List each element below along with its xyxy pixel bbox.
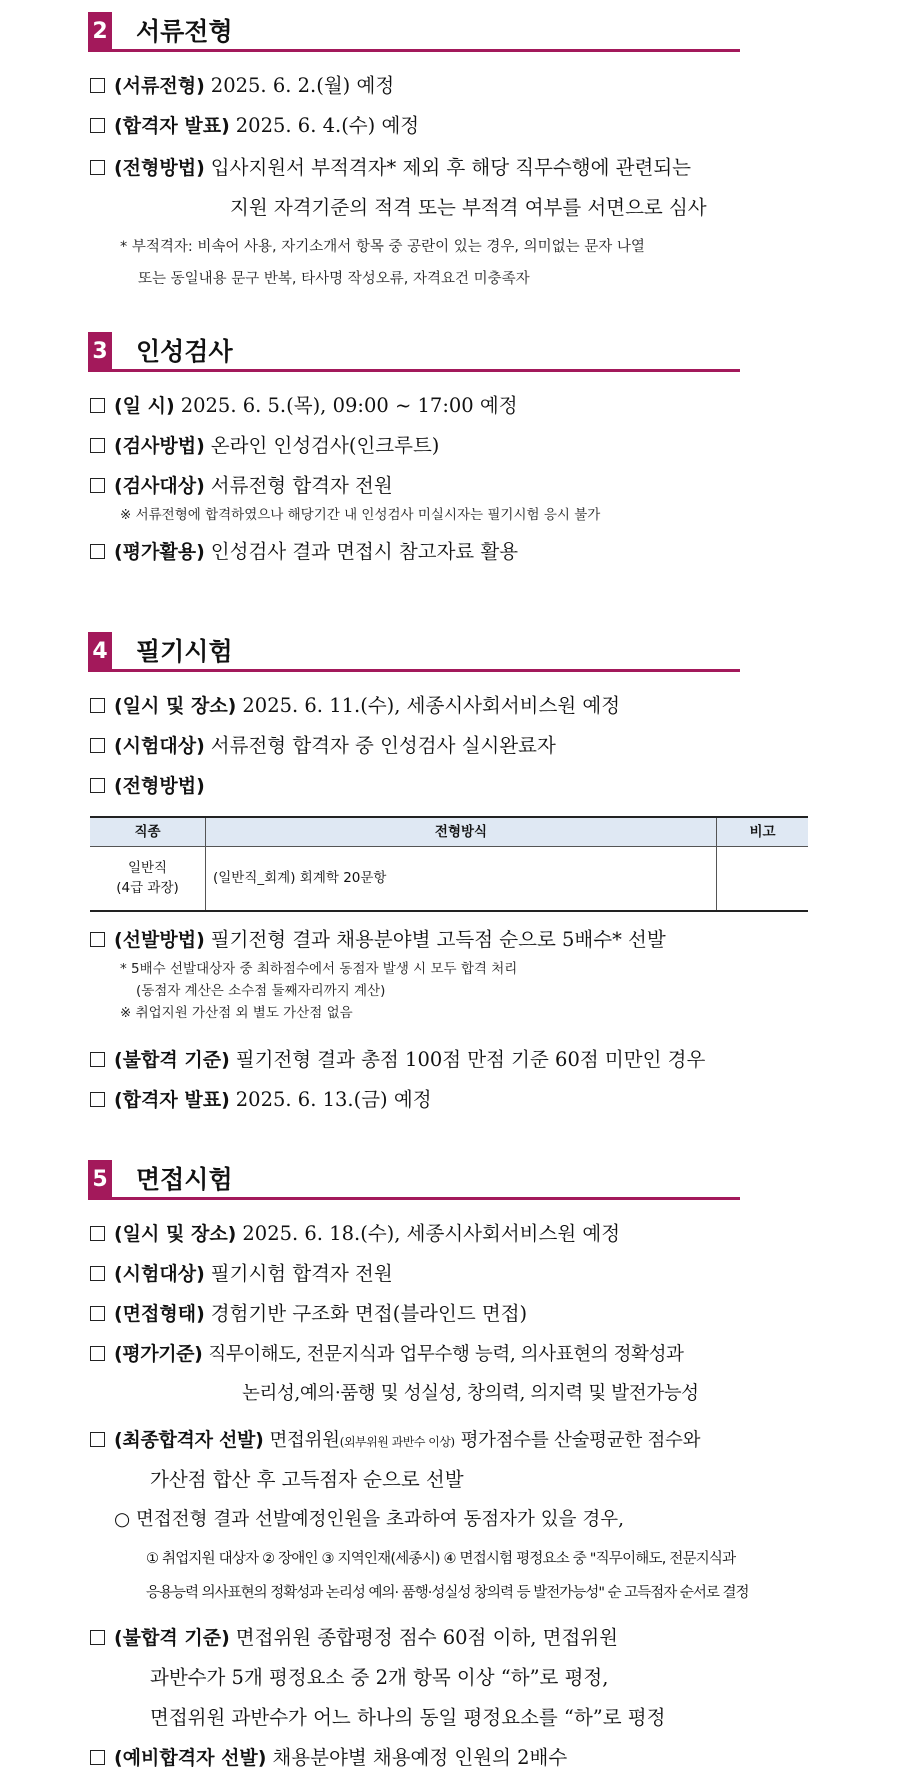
interview-fail-continuation: 과반수가 5개 평정요소 중 2개 항목 이상 “하”로 평정, bbox=[150, 1666, 609, 1689]
item-text: 면접위원 종합평정 점수 60점 이하, 면접위원 bbox=[235, 1626, 618, 1649]
doc-method-item bbox=[90, 154, 691, 182]
section-number: 3 bbox=[88, 332, 112, 372]
item-label: (합격자 발표) bbox=[114, 115, 230, 137]
final-selection-item bbox=[90, 1426, 700, 1456]
item-label: (평가기준) bbox=[114, 1343, 203, 1365]
checkbox-square-icon bbox=[90, 1092, 105, 1107]
item-text: 면접위원 bbox=[269, 1430, 340, 1451]
written-method-table bbox=[90, 816, 808, 912]
checkbox-square-icon bbox=[90, 1750, 105, 1765]
item-label: (불합격 기준) bbox=[114, 1627, 230, 1649]
item-text: 온라인 인성검사(인크루트) bbox=[210, 434, 440, 457]
interview-type-item bbox=[90, 1300, 527, 1328]
checkbox-square-icon bbox=[90, 778, 105, 793]
section-2-header bbox=[88, 12, 740, 52]
checkbox-square-icon bbox=[90, 1432, 105, 1447]
item-text: 필기전형 결과 총점 100점 만점 기준 60점 미만인 경우 bbox=[235, 1048, 706, 1071]
section-title: 면접시험 bbox=[136, 1165, 233, 1194]
item-label: (면접형태) bbox=[114, 1303, 205, 1325]
checkbox-square-icon bbox=[90, 698, 105, 713]
doc-screening-item bbox=[90, 72, 394, 100]
checkbox-square-icon bbox=[90, 932, 105, 947]
interview-criteria-continuation: 논리성,예의·품행 및 성실성, 창의력, 의지력 및 발전가능성 bbox=[242, 1383, 699, 1404]
item-label: (일시 및 장소) bbox=[114, 1223, 237, 1245]
written-fail-item bbox=[90, 1046, 705, 1074]
checkbox-square-icon bbox=[90, 438, 105, 453]
item-label: (전형방법) bbox=[114, 775, 205, 797]
interview-fail-continuation: 면접위원 과반수가 어느 하나의 동일 평정요소를 “하”로 평정 bbox=[150, 1706, 666, 1729]
footnote: * 5배수 선발대상자 중 최하점수에서 동점자 발생 시 모두 합격 처리 bbox=[120, 961, 518, 977]
checkbox-square-icon bbox=[90, 738, 105, 753]
doc-method-continuation: 지원 자격기준의 적격 또는 부적격 여부를 서면으로 심사 bbox=[230, 196, 707, 219]
section-title: 서류전형 bbox=[136, 17, 233, 46]
section-title: 필기시험 bbox=[136, 637, 233, 666]
test-method-item bbox=[90, 432, 439, 460]
final-selection-continuation: 가산점 합산 후 고득점자 순으로 선발 bbox=[150, 1468, 464, 1491]
table-cell-method: (일반직_회계) 회계학 20문항 bbox=[213, 870, 387, 886]
interview-datetime-item bbox=[90, 1220, 620, 1248]
checkbox-square-icon bbox=[90, 544, 105, 559]
item-label: (일시 및 장소) bbox=[114, 695, 237, 717]
section-4-header bbox=[88, 632, 740, 672]
section-divider bbox=[112, 1197, 740, 1200]
job-grade: (4급 과장) bbox=[116, 880, 179, 896]
written-datetime-item bbox=[90, 692, 620, 720]
test-usage-item bbox=[90, 538, 518, 566]
written-target-item bbox=[90, 732, 556, 760]
test-target-item bbox=[90, 472, 393, 500]
item-text: 필기전형 결과 채용분야별 고득점 순으로 5배수* 선발 bbox=[210, 928, 666, 951]
item-text: 2025. 6. 11.(수), 세종시사회서비스원 예정 bbox=[242, 694, 621, 717]
footnote: 또는 동일내용 문구 반복, 타사명 작성오류, 자격요건 미충족자 bbox=[138, 271, 530, 287]
item-label: (평가활용) bbox=[114, 541, 205, 563]
item-label: (선발방법) bbox=[114, 929, 205, 951]
item-text: 경험기반 구조화 면접(블라인드 면접) bbox=[210, 1302, 528, 1325]
tie-rule-detail: ① 취업지원 대상자 ② 장애인 ③ 지역인재(세종시) ④ 면접시험 평정요소 중 "직무이해도, 전문지식과 bbox=[146, 1551, 736, 1567]
item-text: 2025. 6. 18.(수), 세종시사회서비스원 예정 bbox=[242, 1222, 621, 1245]
item-text: 입사지원서 부적격자* 제외 후 해당 직무수행에 관련되는 bbox=[210, 156, 691, 179]
item-text: 평가점수를 산술평균한 점수와 bbox=[460, 1430, 701, 1451]
section-number: 5 bbox=[88, 1160, 112, 1200]
checkbox-square-icon bbox=[90, 1266, 105, 1281]
item-text: 서류전형 합격자 전원 bbox=[210, 474, 393, 497]
section-number: 2 bbox=[88, 12, 112, 52]
section-divider bbox=[112, 49, 740, 52]
section-divider bbox=[112, 669, 740, 672]
checkbox-square-icon bbox=[90, 478, 105, 493]
checkbox-square-icon bbox=[90, 1226, 105, 1241]
table-cell-job bbox=[90, 858, 205, 898]
item-text: 직무이해도, 전문지식과 업무수행 능력, 의사표현의 정확성과 bbox=[208, 1344, 684, 1365]
section-5-header bbox=[88, 1160, 740, 1200]
interview-target-item bbox=[90, 1260, 393, 1288]
footnote: ※ 취업지원 가산점 외 별도 가산점 없음 bbox=[120, 1005, 353, 1021]
tie-rule-detail: 응용능력 의사표현의 정확성과 논리성 예의· 품행·성실성 창의력 등 발전가능성" 순 고득점자 순서로 결정 bbox=[146, 1585, 749, 1601]
section-3-header bbox=[88, 332, 740, 372]
item-label: (검사대상) bbox=[114, 475, 205, 497]
table-header-method: 전형방식 bbox=[434, 824, 488, 840]
footnote: (동점자 계산은 소수점 둘째자리까지 계산) bbox=[136, 983, 386, 999]
item-text: 2025. 6. 5.(목), 09:00 ~ 17:00 예정 bbox=[180, 394, 518, 417]
section-number: 4 bbox=[88, 632, 112, 672]
item-text: 2025. 6. 13.(금) 예정 bbox=[235, 1088, 432, 1111]
item-label: (예비합격자 선발) bbox=[114, 1747, 267, 1769]
checkbox-square-icon bbox=[90, 1346, 105, 1361]
interview-criteria-item bbox=[90, 1340, 684, 1369]
tie-rule: ○ 면접전형 결과 선발예정인원을 초과하여 동점자가 있을 경우, bbox=[114, 1509, 624, 1530]
checkbox-square-icon bbox=[90, 118, 105, 133]
checkbox-square-icon bbox=[90, 78, 105, 93]
item-label: (일 시) bbox=[114, 395, 175, 417]
footnote: * 부적격자: 비속어 사용, 자기소개서 항목 중 공란이 있는 경우, 의미없는 문자 나열 bbox=[120, 239, 645, 255]
section-title: 인성검사 bbox=[136, 337, 233, 366]
item-label: (불합격 기준) bbox=[114, 1049, 230, 1071]
section-divider bbox=[112, 369, 740, 372]
checkbox-square-icon bbox=[90, 1306, 105, 1321]
interview-fail-item bbox=[90, 1624, 618, 1652]
item-label: (검사방법) bbox=[114, 435, 205, 457]
test-datetime-item bbox=[90, 392, 518, 420]
item-label: (전형방법) bbox=[114, 157, 205, 179]
item-label: (서류전형) bbox=[114, 75, 205, 97]
footnote: ※ 서류전형에 합격하였으나 해당기간 내 인성검사 미실시자는 필기시험 응시 불가 bbox=[120, 507, 601, 523]
item-text: 2025. 6. 2.(월) 예정 bbox=[210, 74, 395, 97]
item-small-text: (외부위원 과반수 이상) bbox=[339, 1435, 455, 1449]
checkbox-square-icon bbox=[90, 160, 105, 175]
item-label: (시험대상) bbox=[114, 735, 205, 757]
item-label: (합격자 발표) bbox=[114, 1089, 230, 1111]
written-method-item bbox=[90, 772, 205, 800]
table-header-job: 직종 bbox=[134, 824, 161, 840]
table-header-note: 비고 bbox=[749, 824, 776, 840]
reserve-selection-item bbox=[90, 1744, 567, 1772]
job-title: 일반직 bbox=[127, 860, 168, 876]
written-selection-item bbox=[90, 926, 666, 954]
item-text: 채용분야별 채용예정 인원의 2배수 bbox=[272, 1746, 568, 1769]
checkbox-square-icon bbox=[90, 398, 105, 413]
item-text: 인성검사 결과 면접시 참고자료 활용 bbox=[210, 540, 519, 563]
checkbox-square-icon bbox=[90, 1052, 105, 1067]
item-label: (시험대상) bbox=[114, 1263, 205, 1285]
item-label: (최종합격자 선발) bbox=[114, 1429, 264, 1451]
item-text: 2025. 6. 4.(수) 예정 bbox=[235, 114, 420, 137]
item-text: 필기시험 합격자 전원 bbox=[210, 1262, 393, 1285]
checkbox-square-icon bbox=[90, 1630, 105, 1645]
written-announce-item bbox=[90, 1086, 432, 1114]
doc-announce-item bbox=[90, 112, 419, 140]
item-text: 서류전형 합격자 중 인성검사 실시완료자 bbox=[210, 734, 556, 757]
